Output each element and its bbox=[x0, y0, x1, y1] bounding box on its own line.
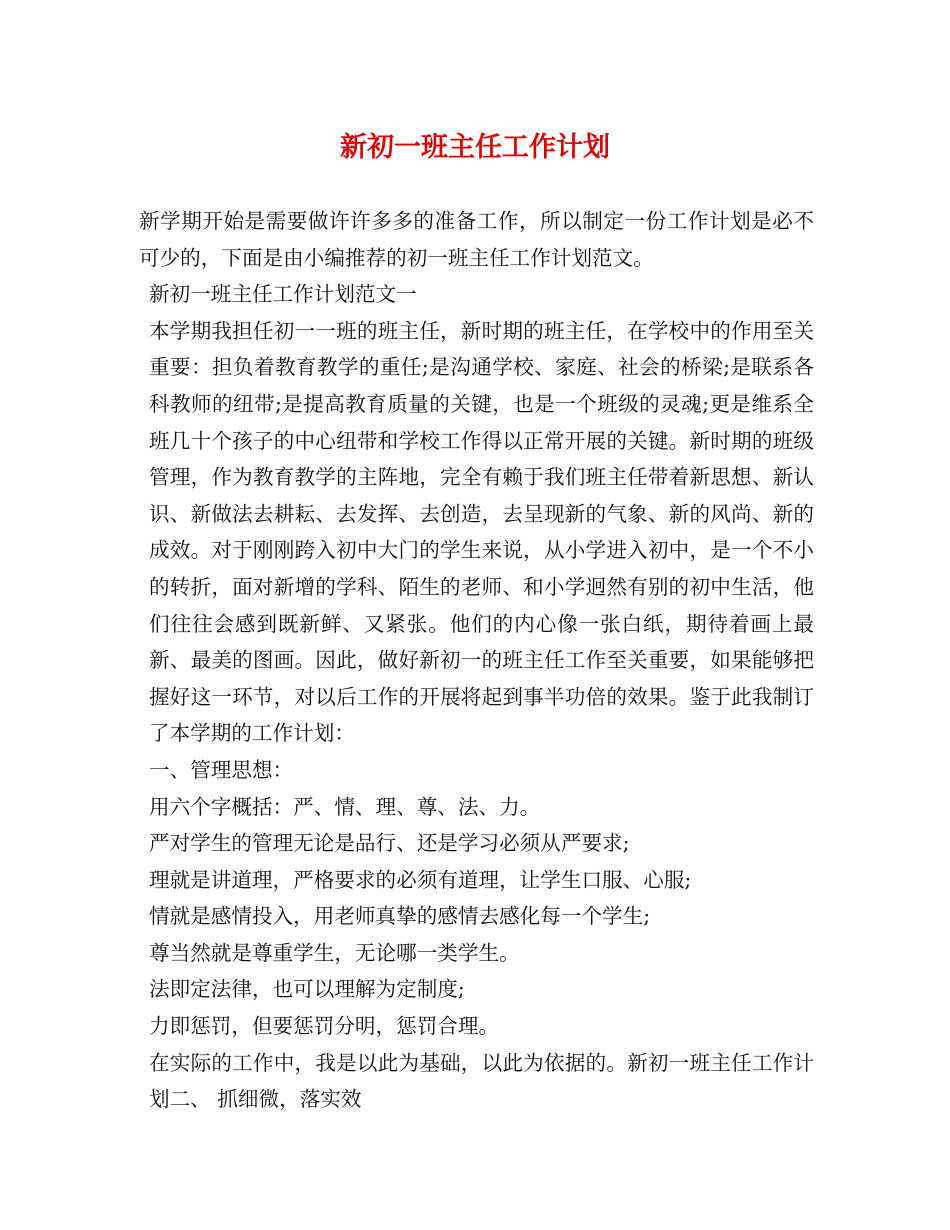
list-item-force: 力即惩罚，但要惩罚分明，惩罚合理。 bbox=[149, 1014, 500, 1039]
intro-paragraph: 新学期开始是需要做许许多多的准备工作，所以制定一份工作计划是必不可少的，下面是由小编推荐的初一班主任工作计划范文。 bbox=[139, 209, 814, 270]
list-item-emotion: 情就是感情投入，用老师真挚的感情去感化每一个学生; bbox=[149, 904, 651, 929]
list-item-strict: 严对学生的管理无论是品行、还是学习必须从严要求; bbox=[149, 831, 630, 856]
body-paragraph: 本学期我担任初一一班的班主任，新时期的班主任，在学校中的作用至关重要：担负着教育教学的重任;是沟通学校、家庭、社会的桥梁;是联系各科教师的纽带;是提高教育质量的关键，也是一个班级的灵魂;更是维系全班几十个孩子的中心纽带和学校工作得以正常开展的关键。新时期的班级管理，作为教育教学的主阵地，完全有赖于我们班主任带着新思想、新认识、新做法去耕耘、去发挥、去创造，去呈现新的气象、新的风尚、新的成效。对于刚刚跨入初中大门的学生来说，从小学进入初中，是一个不小的转折，面对新增的学科、陌生的老师、和小学迥然有别的初中生活，他们往往会感到既新鲜、又紧张。他们的内心像一张白纸，期待着画上最新、最美的图画。因此，做好新初一的班主任工作至关重要，如果能够把握好这一环节，对以后工作的开展将起到事半功倍的效果。鉴于此我制订了本学期的工作计划： bbox=[149, 318, 814, 746]
section-heading-management: 一、管理思想： bbox=[149, 757, 294, 782]
document-body bbox=[139, 203, 814, 1118]
list-item-law: 法即定法律，也可以理解为定制度; bbox=[149, 977, 465, 1002]
closing-paragraph: 在实际的工作中，我是以此为基础，以此为依据的。新初一班主任工作计划二、 抓细微，落实效 bbox=[149, 1050, 814, 1112]
document-title: 新初一班主任工作计划 bbox=[340, 132, 610, 163]
list-item-summary: 用六个字概括：严、情、理、尊、法、力。 bbox=[149, 794, 541, 819]
list-item-reason: 理就是讲道理，严格要求的必须有道理，让学生口服、心服; bbox=[149, 867, 692, 892]
section-heading-sample-one: 新初一班主任工作计划范文一 bbox=[149, 282, 417, 307]
list-item-respect: 尊当然就是尊重学生，无论哪一类学生。 bbox=[149, 940, 520, 965]
